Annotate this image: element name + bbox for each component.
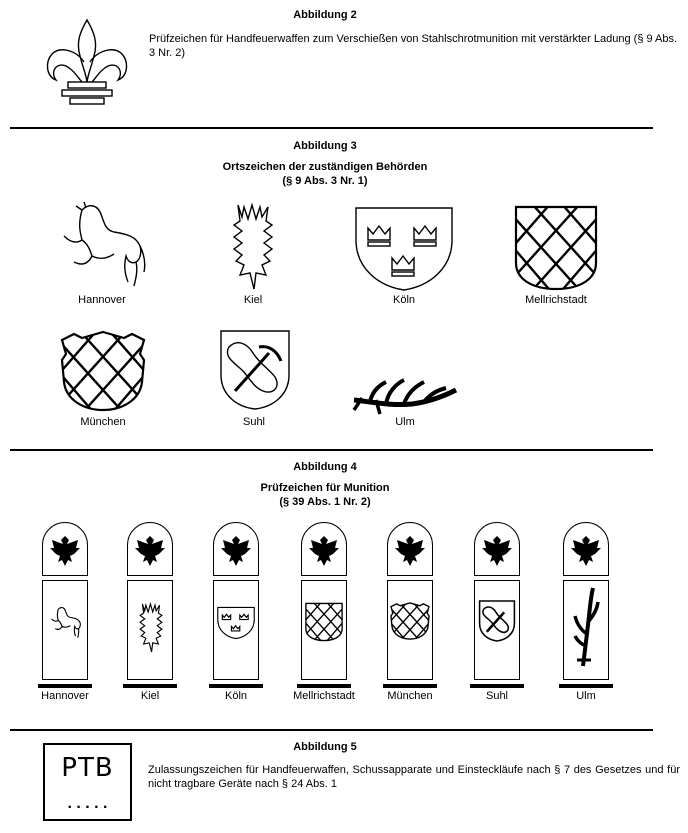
lozenge-shield-icon [60,330,146,415]
nettle-leaf-icon [139,588,163,671]
divider [10,729,653,731]
lozenge-shield-icon [305,602,343,645]
abb3-subtitle: Ortszeichen der zuständigen Behörden [222,161,428,173]
stamp-caption-koeln: Köln [224,690,248,702]
abb4-reference: (§ 39 Abs. 1 Nr. 2) [279,496,371,508]
eagle-icon [219,534,253,571]
stamp-caption-mellrichstadt: Mellrichstadt [293,690,355,702]
hammer-pick-shield-icon [478,600,516,645]
ptb-mark-box [43,743,132,821]
caption-suhl: Suhl [242,416,266,428]
divider [10,449,653,451]
three-crowns-shield-icon [354,206,454,295]
stamp-caption-kiel: Kiel [140,690,160,702]
abb5-title: Abbildung 5 [293,741,357,753]
caption-mellrichstadt: Mellrichstadt [525,294,587,306]
antler-icon [571,586,601,673]
abb3-title: Abbildung 3 [293,140,357,152]
horse-icon [52,202,148,295]
abb2-title: Abbildung 2 [293,9,357,21]
caption-kiel: Kiel [243,294,263,306]
fleur-de-lis-icon [40,16,134,113]
caption-hannover: Hannover [78,294,126,306]
hammer-pick-shield-icon [219,329,291,414]
abb5-description: Zulassungszeichen für Handfeuerwaffen, Schussapparate und Einsteckläufe nach § 7 des Gesetzes und für nicht tragbare Geräte nach § 24 Abs. 1 [148,764,680,790]
eagle-icon [569,534,603,571]
stamp-caption-suhl: Suhl [485,690,509,702]
abb4-title: Abbildung 4 [293,461,357,473]
abb2-description: Prüfzeichen für Handfeuerwaffen zum Verschießen von Stahlschrotmunition mit verstärkter Ladung (§ 9 Abs. 3 Nr. 2) [149,33,678,59]
abb4-subtitle: Prüfzeichen für Munition [260,482,390,494]
eagle-icon [307,534,341,571]
caption-koeln: Köln [392,294,416,306]
eagle-icon [133,534,167,571]
stamp-caption-hannover: Hannover [41,690,89,702]
caption-muenchen: München [80,416,126,428]
horse-icon [47,602,83,647]
three-crowns-shield-icon [217,606,255,643]
nettle-leaf-icon [232,203,274,294]
lozenge-shield-icon [514,205,598,294]
ptb-mark-dots: . . . . . [67,795,108,812]
eagle-icon [393,534,427,571]
lozenge-shield-icon [390,602,430,643]
antler-icon [352,372,460,419]
caption-ulm: Ulm [395,416,415,428]
stamp-caption-ulm: Ulm [576,690,596,702]
eagle-icon [48,534,82,571]
ptb-mark-text: PTB [61,753,114,783]
divider [10,127,653,129]
stamp-caption-muenchen: München [387,690,433,702]
eagle-icon [480,534,514,571]
abb3-reference: (§ 9 Abs. 3 Nr. 1) [282,175,368,187]
